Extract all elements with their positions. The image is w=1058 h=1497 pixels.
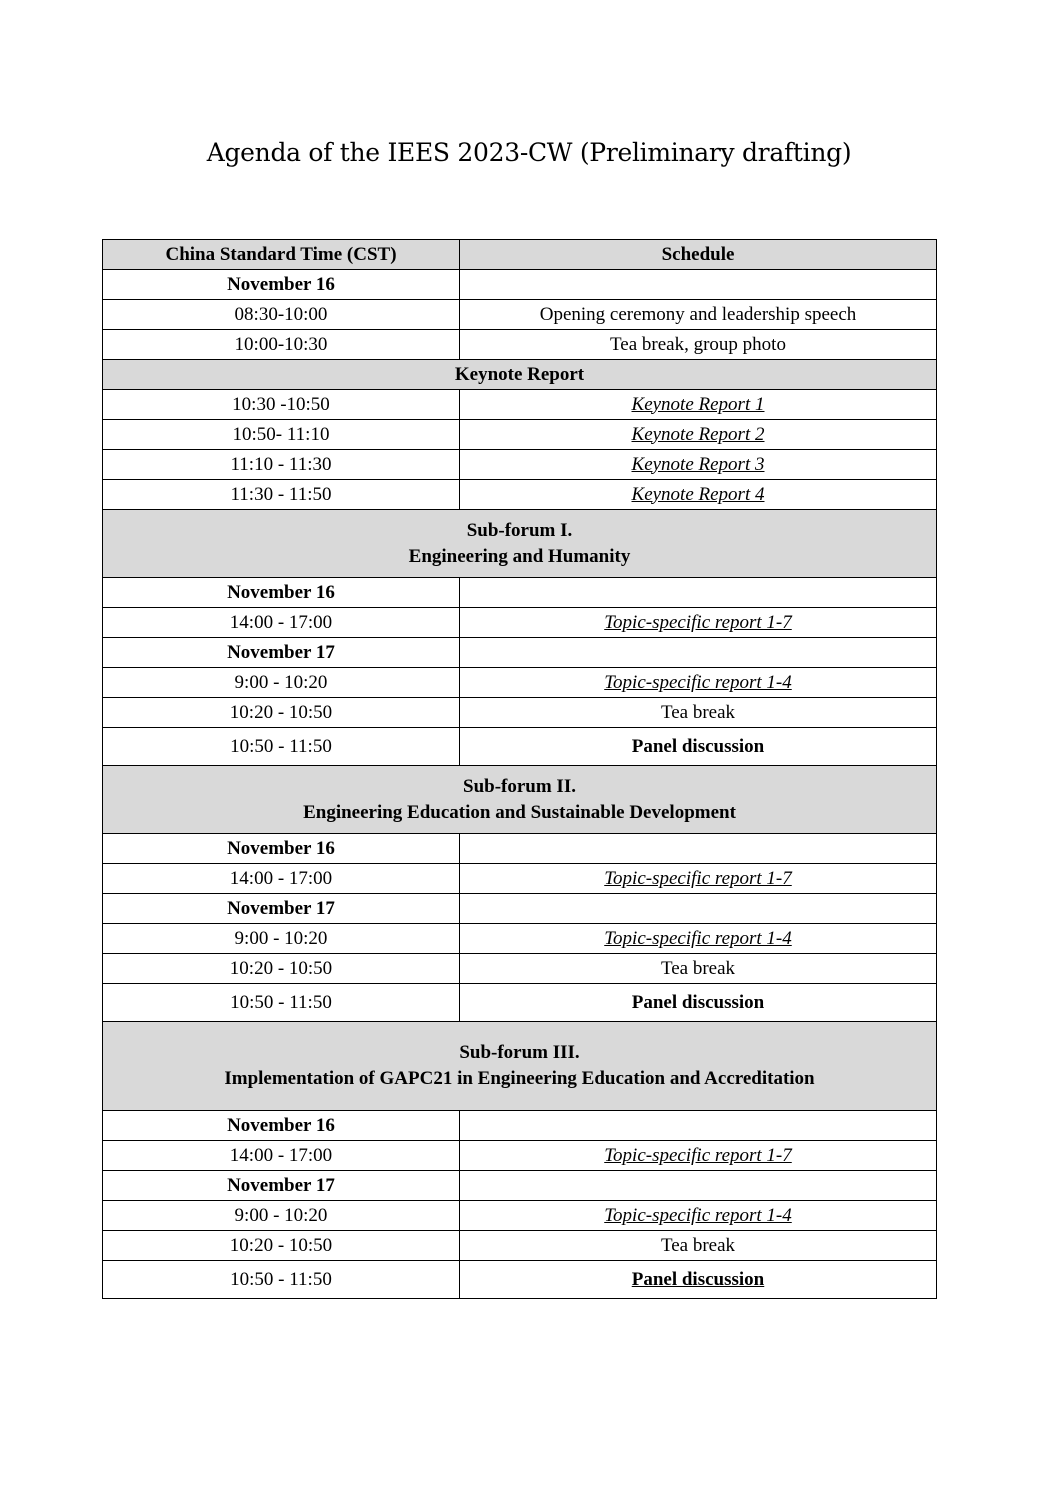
empty-cell xyxy=(460,894,937,924)
time-cell: 10:20 - 10:50 xyxy=(103,1231,460,1261)
date-row xyxy=(103,270,937,300)
date-row xyxy=(103,894,937,924)
empty-cell xyxy=(460,578,937,608)
empty-cell xyxy=(460,638,937,668)
panel-discussion-label: Panel discussion xyxy=(631,735,765,757)
date-row xyxy=(103,578,937,608)
panel-discussion-link[interactable] xyxy=(460,1261,937,1299)
keynote-link-1[interactable] xyxy=(460,390,937,420)
date-cell: November 17 xyxy=(103,1171,460,1201)
schedule-cell: Tea break, group photo xyxy=(460,330,937,360)
topic-report-link[interactable] xyxy=(460,668,937,698)
schedule-cell: Tea break xyxy=(460,954,937,984)
table-row xyxy=(103,1201,937,1231)
schedule-cell: Tea break xyxy=(460,1231,937,1261)
table-header-row xyxy=(103,240,937,270)
time-cell: 10:50- 11:10 xyxy=(103,420,460,450)
link-text[interactable]: Topic-specific report 1-4 xyxy=(604,1204,792,1226)
date-cell: November 17 xyxy=(103,894,460,924)
time-cell: 10:50 - 11:50 xyxy=(103,728,460,766)
topic-report-link[interactable] xyxy=(460,1141,937,1171)
table-row xyxy=(103,480,937,510)
date-cell: November 16 xyxy=(103,1111,460,1141)
date-cell: November 16 xyxy=(103,578,460,608)
table-row xyxy=(103,954,937,984)
link-text[interactable]: Keynote Report 2 xyxy=(631,423,765,445)
subforum-name: Implementation of GAPC21 in Engineering Education and Accreditation xyxy=(224,1068,815,1089)
table-row xyxy=(103,420,937,450)
table-row xyxy=(103,864,937,894)
time-cell: 10:20 - 10:50 xyxy=(103,954,460,984)
table-row xyxy=(103,330,937,360)
table-row xyxy=(103,390,937,420)
time-cell: 10:50 - 11:50 xyxy=(103,984,460,1022)
table-row xyxy=(103,1231,937,1261)
table-row xyxy=(103,984,937,1022)
time-cell: 9:00 - 10:20 xyxy=(103,924,460,954)
topic-report-link[interactable] xyxy=(460,608,937,638)
section-title xyxy=(103,766,937,834)
date-row xyxy=(103,1111,937,1141)
link-text[interactable]: Topic-specific report 1-7 xyxy=(604,867,792,889)
empty-cell xyxy=(460,1171,937,1201)
keynote-link-3[interactable] xyxy=(460,450,937,480)
schedule-cell: Opening ceremony and leadership speech xyxy=(460,300,937,330)
schedule-cell xyxy=(460,728,937,766)
time-cell: 14:00 - 17:00 xyxy=(103,608,460,638)
column-header-time: China Standard Time (CST) xyxy=(103,240,460,270)
section-row-subforum-2 xyxy=(103,766,937,834)
keynote-link-4[interactable] xyxy=(460,480,937,510)
subforum-name: Engineering and Humanity xyxy=(408,545,631,567)
link-text[interactable]: Topic-specific report 1-7 xyxy=(604,611,792,633)
time-cell: 14:00 - 17:00 xyxy=(103,864,460,894)
link-text[interactable]: Topic-specific report 1-4 xyxy=(604,671,792,693)
topic-report-link[interactable] xyxy=(460,1201,937,1231)
subforum-number: Sub-forum II. xyxy=(463,775,576,797)
section-row-subforum-1 xyxy=(103,510,937,578)
section-row-subforum-3 xyxy=(103,1022,937,1111)
table-row xyxy=(103,300,937,330)
table-row xyxy=(103,1261,937,1299)
schedule-cell xyxy=(460,984,937,1022)
column-header-schedule: Schedule xyxy=(460,240,937,270)
empty-cell xyxy=(460,1111,937,1141)
link-text[interactable]: Topic-specific report 1-4 xyxy=(604,927,792,949)
date-cell: November 17 xyxy=(103,638,460,668)
section-row-keynote xyxy=(103,360,937,390)
table-row xyxy=(103,728,937,766)
time-cell: 11:10 - 11:30 xyxy=(103,450,460,480)
time-cell: 9:00 - 10:20 xyxy=(103,1201,460,1231)
time-cell: 10:30 -10:50 xyxy=(103,390,460,420)
table-row xyxy=(103,450,937,480)
link-text[interactable]: Keynote Report 4 xyxy=(631,483,765,505)
panel-discussion-label: Panel discussion xyxy=(631,991,765,1013)
time-cell: 9:00 - 10:20 xyxy=(103,668,460,698)
date-row xyxy=(103,834,937,864)
empty-cell xyxy=(460,834,937,864)
topic-report-link[interactable] xyxy=(460,864,937,894)
empty-cell xyxy=(460,270,937,300)
table-row xyxy=(103,668,937,698)
section-title: Keynote Report xyxy=(103,360,937,390)
table-row xyxy=(103,608,937,638)
subforum-number: Sub-forum III. xyxy=(459,1042,580,1063)
section-title xyxy=(103,510,937,578)
time-cell: 14:00 - 17:00 xyxy=(103,1141,460,1171)
topic-report-link[interactable] xyxy=(460,924,937,954)
link-text[interactable]: Topic-specific report 1-7 xyxy=(604,1144,792,1166)
link-text[interactable]: Keynote Report 1 xyxy=(631,393,765,415)
table-row xyxy=(103,698,937,728)
subforum-name: Engineering Education and Sustainable Development xyxy=(303,801,736,823)
date-row xyxy=(103,1171,937,1201)
time-cell: 10:20 - 10:50 xyxy=(103,698,460,728)
keynote-link-2[interactable] xyxy=(460,420,937,450)
section-title xyxy=(103,1022,937,1111)
schedule-cell: Tea break xyxy=(460,698,937,728)
table-row xyxy=(103,1141,937,1171)
page-title: Agenda of the IEES 2023-CW (Preliminary drafting) xyxy=(206,138,852,167)
time-cell: 11:30 - 11:50 xyxy=(103,480,460,510)
date-row xyxy=(103,638,937,668)
table-row xyxy=(103,924,937,954)
agenda-table xyxy=(102,239,937,1299)
subforum-number: Sub-forum I. xyxy=(466,519,573,541)
date-cell: November 16 xyxy=(103,270,460,300)
link-text[interactable]: Keynote Report 3 xyxy=(631,453,765,475)
date-cell: November 16 xyxy=(103,834,460,864)
time-cell: 10:00-10:30 xyxy=(103,330,460,360)
time-cell: 08:30-10:00 xyxy=(103,300,460,330)
link-text[interactable]: Panel discussion xyxy=(631,1268,765,1290)
time-cell: 10:50 - 11:50 xyxy=(103,1261,460,1299)
